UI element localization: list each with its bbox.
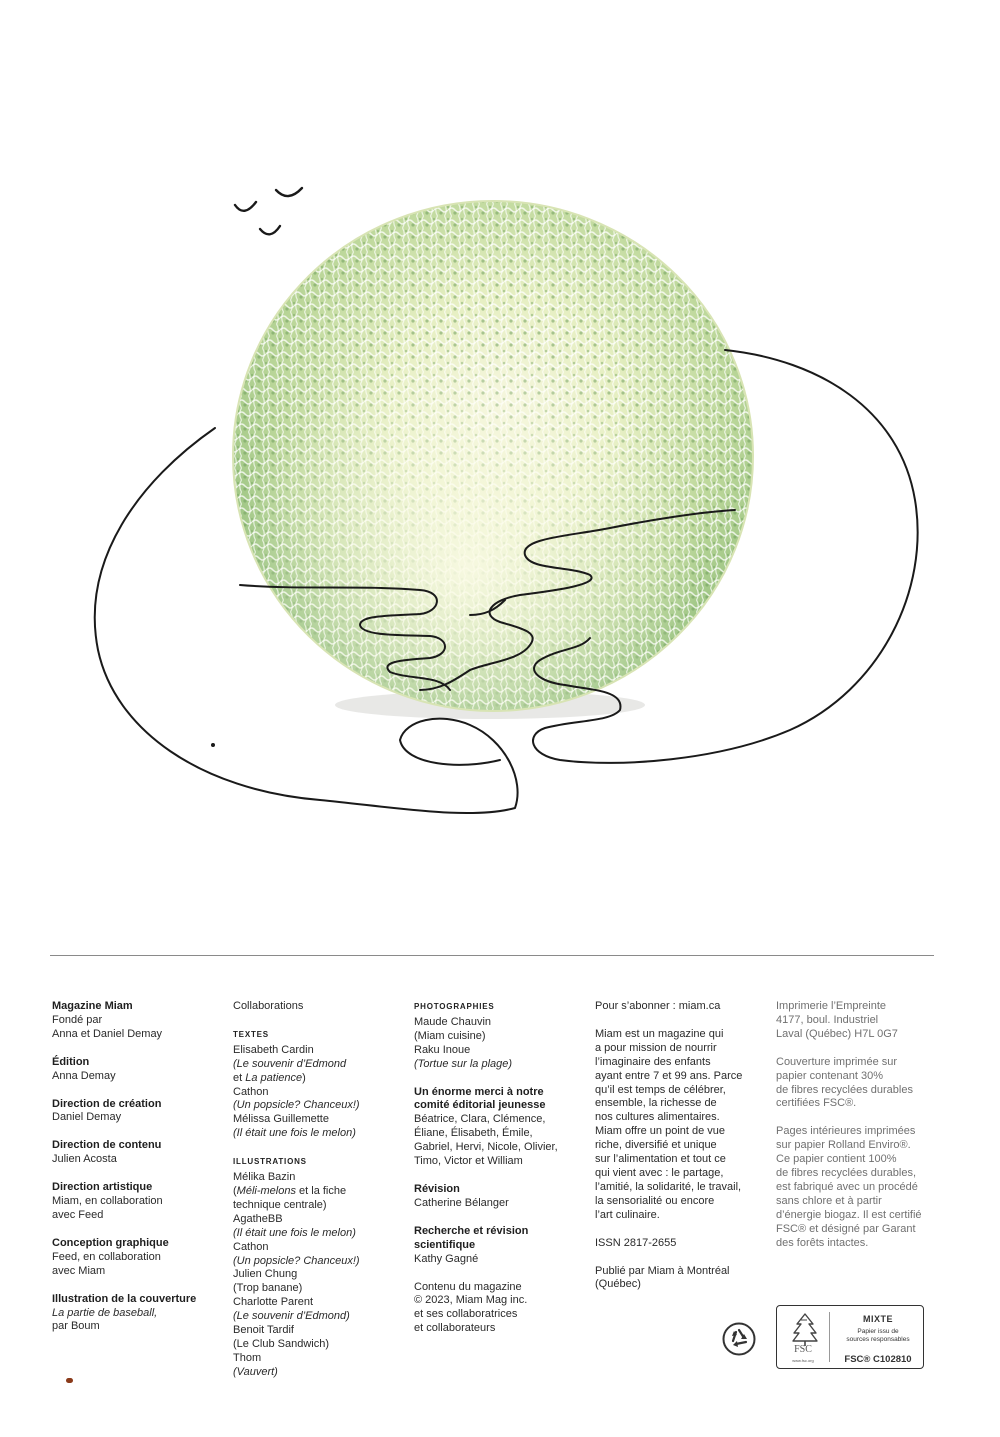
- text-fragment: (: [233, 1184, 237, 1197]
- paper-line: d’énergie biogaz. Il est certifié: [776, 1208, 922, 1221]
- conception-line: avec Miam: [52, 1264, 106, 1277]
- founder-line: Fondé par: [52, 1013, 103, 1026]
- ink-stain: [66, 1378, 73, 1383]
- column-mission: [595, 1000, 765, 1306]
- paper-line: Ce papier contient 100%: [776, 1153, 897, 1166]
- imprimerie-block: [776, 1000, 936, 1042]
- merci-block: [414, 1086, 584, 1169]
- pages-paper-block: [776, 1125, 936, 1250]
- contributor-work: (Un popsicle? Chanceux!): [233, 1254, 360, 1267]
- contributor-name: Mélissa Guillemette: [233, 1113, 329, 1126]
- column-printing: [776, 1000, 936, 1265]
- contributor-name: Mélika Bazin: [233, 1171, 296, 1184]
- edition-block: [52, 1056, 222, 1084]
- fsc-divider: [829, 1312, 830, 1362]
- merci-line: Timo, Victor et William: [414, 1155, 523, 1168]
- mission-line: l’imaginaire des enfants: [595, 1055, 711, 1068]
- magazine-block: [52, 1000, 222, 1042]
- contributor-work: (Un popsicle? Chanceux!): [233, 1099, 360, 1112]
- couverture-title: Illustration de la couverture: [52, 1292, 197, 1305]
- contributor-work: (Il était une fois le melon): [233, 1127, 356, 1140]
- merci-title: Un énorme merci à notre: [414, 1085, 544, 1098]
- mission-line: nos cultures alimentaires.: [595, 1111, 720, 1124]
- illustrations-caption: ILLUSTRATIONS: [233, 1157, 307, 1167]
- direction-creation-block: [52, 1098, 222, 1126]
- mission-line: Miam est un magazine qui: [595, 1027, 724, 1040]
- contributor-work: (Il était une fois le melon): [233, 1226, 356, 1239]
- imprimerie-line: 4177, boul. Industriel: [776, 1013, 879, 1026]
- photo-line: Raku Inoue: [414, 1043, 471, 1056]
- magazine-title: Magazine Miam: [52, 1000, 133, 1012]
- mission-line: sur l’alimentation et tout ce: [595, 1153, 726, 1166]
- mission-line: a pour mission de nourrir: [595, 1041, 717, 1054]
- direction-artistique-line: avec Feed: [52, 1208, 104, 1221]
- mission-line: l’art culinaire.: [595, 1208, 660, 1221]
- direction-artistique-line: Miam, en collaboration: [52, 1195, 163, 1208]
- dot-mark: [211, 743, 215, 747]
- fsc-description: [835, 1328, 921, 1344]
- couverture-work: La partie de baseball,: [52, 1306, 158, 1319]
- contributor-name: Charlotte Parent: [233, 1296, 314, 1309]
- contributor-name: AgatheBB: [233, 1212, 283, 1225]
- imprimerie-line: Imprimerie l’Empreinte: [776, 1000, 887, 1012]
- column-photographies: [414, 1000, 584, 1350]
- issn: ISSN 2817-2655: [595, 1236, 677, 1249]
- textes-block: [233, 1028, 403, 1141]
- contenu-line: © 2023, Miam Mag inc.: [414, 1294, 528, 1307]
- column-collaborations: [233, 1000, 403, 1394]
- revision-title: Révision: [414, 1182, 460, 1195]
- couverture-block: [52, 1293, 222, 1335]
- fsc-label: [776, 1305, 924, 1369]
- melon: [233, 201, 753, 711]
- couverture-paper-block: [776, 1056, 936, 1112]
- recherche-title: Recherche et révision: [414, 1224, 529, 1237]
- paper-line: de fibres recyclées durables,: [776, 1167, 917, 1180]
- merci-title: comité éditorial jeunesse: [414, 1099, 546, 1112]
- contenu-line: Contenu du magazine: [414, 1280, 522, 1293]
- mission-line: Miam offre un point de vue: [595, 1125, 726, 1138]
- mission-line: qu’il est temps de célébrer,: [595, 1083, 726, 1096]
- mission-line: la sensorialité ou encore: [595, 1194, 715, 1207]
- direction-artistique-block: [52, 1181, 222, 1223]
- conception-block: [52, 1237, 222, 1279]
- couverture-author: par Boum: [52, 1320, 100, 1333]
- merci-line: Éliane, Élisabeth, Émile,: [414, 1127, 533, 1140]
- text-fragment: et: [233, 1071, 246, 1084]
- mission-line: riche, diversifié et unique: [595, 1139, 717, 1152]
- column-credits-1: [52, 1000, 222, 1348]
- text-fragment: La patience: [245, 1071, 303, 1084]
- contributor-name: Julien Chung: [233, 1268, 298, 1281]
- fsc-mixte: MIXTE: [862, 1314, 893, 1324]
- fsc-logo-text: FSC: [794, 1344, 812, 1355]
- contributor-name: Cathon: [233, 1085, 269, 1098]
- imprimerie-line: Laval (Québec) H7L 0G7: [776, 1027, 898, 1040]
- contributor-work: (Le Club Sandwich): [233, 1337, 329, 1350]
- direction-contenu-value: Julien Acosta: [52, 1153, 117, 1166]
- contenu-line: et collaborateurs: [414, 1322, 496, 1335]
- paper-line: des forêts intactes.: [776, 1236, 869, 1249]
- mission-line: l’amitié, la solidarité, le travail,: [595, 1180, 742, 1193]
- fsc-desc-line: Papier issu de: [857, 1328, 899, 1335]
- contributor-work: (Vauvert): [233, 1365, 278, 1378]
- conception-title: Conception graphique: [52, 1236, 169, 1249]
- mission-line: ensemble, la richesse de: [595, 1097, 717, 1110]
- revision-block: [414, 1183, 584, 1211]
- recherche-title: scientifique: [414, 1238, 476, 1251]
- contributor-work: technique centrale): [233, 1198, 327, 1211]
- contributor-name: Elisabeth Cardin: [233, 1043, 314, 1056]
- recherche-block: [414, 1225, 584, 1267]
- paper-line: papier contenant 30%: [776, 1069, 884, 1082]
- closed-eyes-icon: [235, 188, 302, 234]
- photo-line: Maude Chauvin: [414, 1015, 492, 1028]
- paper-line: Couverture imprimée sur: [776, 1055, 898, 1068]
- contributor-work: (Le souvenir d’Edmond): [233, 1310, 350, 1323]
- direction-contenu-block: [52, 1139, 222, 1167]
- contributor-name: Cathon: [233, 1240, 269, 1253]
- photo-block: [414, 1000, 584, 1072]
- paper-line: sur papier Rolland Enviro®.: [776, 1139, 911, 1152]
- fsc-code: FSC® C102810: [844, 1354, 912, 1365]
- publisher-block: [595, 1265, 765, 1293]
- contributor-work: [233, 1072, 403, 1086]
- direction-creation-value: Daniel Demay: [52, 1111, 122, 1124]
- contenu-line: et ses collaboratrices: [414, 1308, 518, 1321]
- paper-line: de fibres recyclées durables: [776, 1083, 913, 1096]
- direction-creation-title: Direction de création: [52, 1097, 162, 1110]
- photo-line: (Miam cuisine): [414, 1029, 486, 1042]
- publisher-line: Publié par Miam à Montréal: [595, 1264, 730, 1277]
- recherche-value: Kathy Gagné: [414, 1252, 479, 1265]
- merci-line: Béatrice, Clara, Clémence,: [414, 1113, 546, 1126]
- paper-line: certifiées FSC®.: [776, 1097, 857, 1110]
- paper-line: Pages intérieures imprimées: [776, 1125, 916, 1138]
- mission-line: qui vient avec : le partage,: [595, 1166, 724, 1179]
- fsc-website: www.fsc.org: [792, 1358, 814, 1363]
- paper-line: sans chlore et à partir: [776, 1194, 882, 1207]
- textes-caption: TEXTES: [233, 1029, 269, 1039]
- text-fragment: Méli-melons: [236, 1184, 296, 1197]
- contributor-work: (Trop banane): [233, 1282, 303, 1295]
- paper-line: FSC® et désigné par Garant: [776, 1222, 916, 1235]
- founder-line: Anna et Daniel Demay: [52, 1027, 163, 1040]
- conception-line: Feed, en collaboration: [52, 1250, 161, 1263]
- illustrations-block: [233, 1155, 403, 1380]
- mission-line: ayant entre 7 et 99 ans. Parce: [595, 1069, 743, 1082]
- contributor-work: [233, 1185, 403, 1199]
- direction-contenu-title: Direction de contenu: [52, 1139, 162, 1152]
- merci-line: Gabriel, Hervi, Nicole, Olivier,: [414, 1141, 558, 1154]
- abonner-line: Pour s’abonner : miam.ca: [595, 1000, 721, 1012]
- photo-line: (Tortue sur la plage): [414, 1057, 513, 1070]
- edition-title: Édition: [52, 1055, 90, 1068]
- contenu-block: [414, 1281, 584, 1337]
- paper-line: est fabriqué avec un procédé: [776, 1180, 918, 1193]
- edition-value: Anna Demay: [52, 1069, 116, 1082]
- photo-caption: PHOTOGRAPHIES: [414, 1002, 495, 1011]
- recycle-icon: [722, 1322, 756, 1356]
- fsc-tree-icon: [783, 1310, 827, 1364]
- text-fragment: ): [302, 1071, 306, 1084]
- revision-value: Catherine Bélanger: [414, 1196, 509, 1209]
- direction-artistique-title: Direction artistique: [52, 1181, 153, 1194]
- publisher-line: (Québec): [595, 1278, 641, 1291]
- collaborations-title: Collaborations: [233, 1000, 304, 1012]
- contributor-name: Benoit Tardif: [233, 1324, 294, 1337]
- text-fragment: et la fiche: [295, 1184, 347, 1197]
- contributor-name: Thom: [233, 1351, 262, 1364]
- fsc-desc-line: sources responsables: [846, 1336, 910, 1343]
- contributor-work: (Le souvenir d’Edmond: [233, 1057, 347, 1070]
- mission-block: [595, 1028, 765, 1223]
- divider-rule: [50, 955, 934, 956]
